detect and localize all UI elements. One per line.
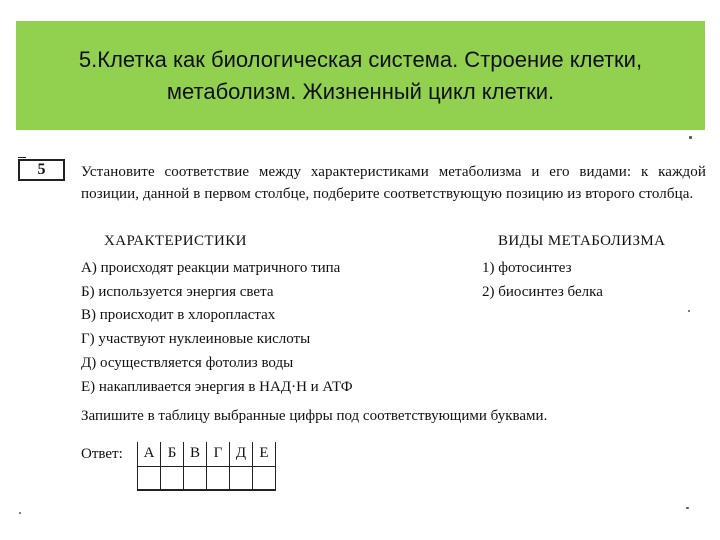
scan-speck: [19, 512, 21, 514]
characteristics-list: [81, 257, 481, 399]
characteristic-v: В) происходит в хлоропластах: [81, 307, 276, 324]
characteristic-e: Е) накапливается энергия в НАД·Н и АТФ: [81, 378, 353, 395]
task-number-box: 5: [18, 159, 65, 181]
answer-cell-d[interactable]: [230, 466, 253, 490]
metabolism-type-2: 2) биосинтез белка: [482, 283, 603, 300]
answer-letter-a: А: [138, 442, 161, 466]
answer-values-row: [138, 466, 276, 490]
answer-cell-e[interactable]: [253, 466, 276, 490]
answer-letter-g: Г: [207, 442, 230, 466]
table-instruction: Запишите в таблицу выбранные цифры под соответствующими буквами.: [81, 408, 548, 424]
answer-letters-row: [138, 442, 276, 466]
characteristic-a: А) происходят реакции матричного типа: [81, 260, 341, 276]
metabolism-types-list: [482, 257, 702, 304]
scan-speck: [688, 310, 690, 312]
answer-cell-a[interactable]: [138, 466, 161, 490]
answer-cell-v[interactable]: [184, 466, 207, 490]
metabolism-types-heading: ВИДЫ МЕТАБОЛИЗМА: [498, 233, 666, 249]
slide-title: 5.Клетка как биологическая система. Строение клетки, метаболизм. Жизненный цикл клетки.: [78, 46, 643, 104]
answer-table: [137, 442, 276, 491]
answer-letter-b: Б: [161, 442, 184, 466]
scan-speck: [689, 136, 692, 139]
answer-letter-e: Е: [253, 442, 276, 466]
answer-letter-d: Д: [230, 442, 253, 466]
answer-cell-g[interactable]: [207, 466, 230, 490]
answer-letter-v: В: [184, 442, 207, 466]
task-instruction: Установите соответствие между характеристиками метаболизма и его видами: к каждой позиции, данной в первом столбце, подберите соответствующую позицию из второго столбца.: [81, 164, 706, 202]
metabolism-type-1: 1) фотосинтез: [482, 260, 572, 276]
characteristics-heading: ХАРАКТЕРИСТИКИ: [104, 233, 247, 249]
characteristic-g: Г) участвуют нуклеиновые кислоты: [81, 331, 311, 348]
characteristic-b: Б) используется энергия света: [81, 283, 274, 300]
answer-cell-b[interactable]: [161, 466, 184, 490]
scan-speck: [686, 507, 689, 509]
title-banner: [16, 21, 705, 130]
characteristic-d: Д) осуществляется фотолиз воды: [81, 354, 294, 371]
answer-label: Ответ:: [81, 446, 123, 462]
